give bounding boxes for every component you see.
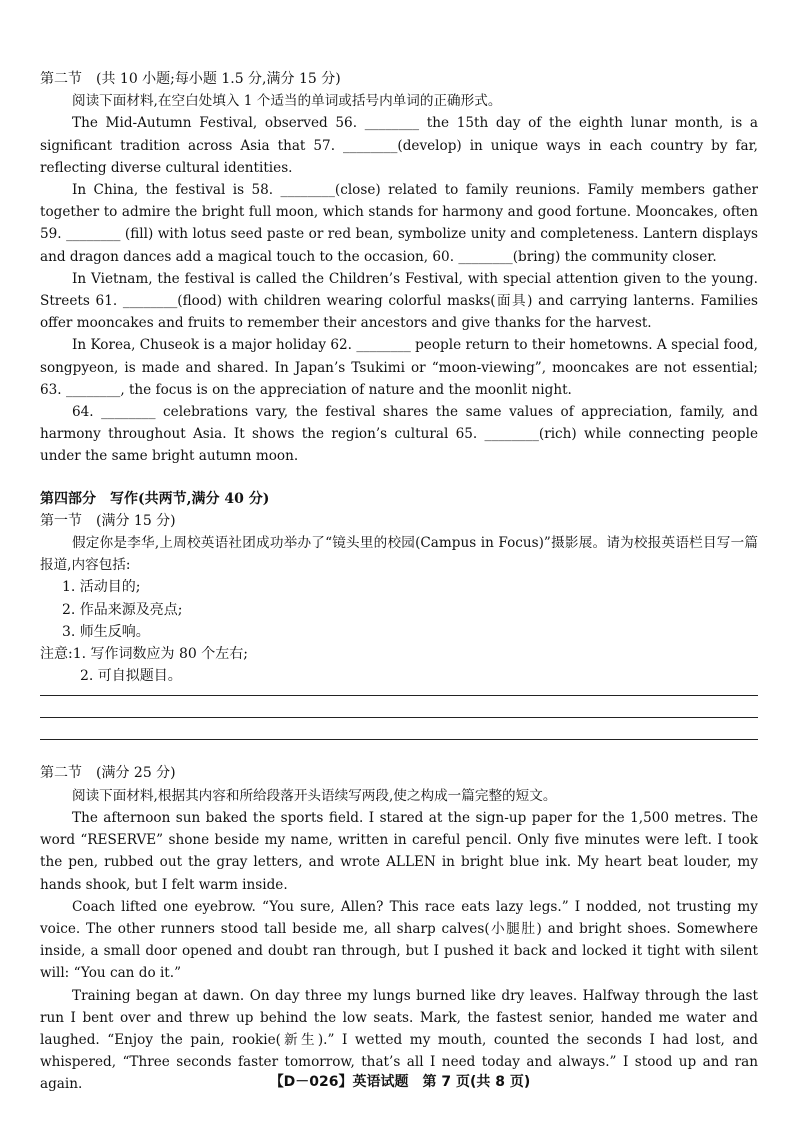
writing-section1-heading: 第一节 (满分 15 分) (40, 512, 176, 529)
cloze-paragraph: In Korea, Chuseok is a major holiday 62. ________ people return to their hometowns. A special food, songpyeon, is made and shared. In Japan’s Tsukimi or “moon-viewing”, mooncakes are not essential; 63. ________, the focus is on the appreciation of nature and the moonlit night. (40, 337, 758, 398)
cloze-paragraph: The Mid-Autumn Festival, observed 56. ________ the 15th day of the eighth lunar month, is a significant tradition across Asia that 57. ________(develop) in unique ways in each country by far, reflecting diverse cultural identities. (40, 115, 758, 176)
prompt-item: 3. 师生反响。 (62, 623, 150, 640)
writing-note: 注意:1. 写作词数应为 80 个左右; (40, 646, 248, 663)
answer-lines (40, 695, 758, 740)
cloze-paragraph: 64. ________ celebrations vary, the festival shares the same values of appreciation, family, and harmony throughout Asia. It shows the region’s cultural 65. ________(rich) while connecting people under the same bright autumn moon. (40, 404, 758, 465)
writing-section2-instruction: 阅读下面材料,根据其内容和所给段落开头语续写两段,使之构成一篇完整的短文。 (72, 787, 557, 804)
writing-section2-heading: 第二节 (满分 25 分) (40, 765, 176, 782)
story-paragraph: Coach lifted one eyebrow. “You sure, Allen? This race eats lazy legs.” I nodded, not trusting my voice. The other runners stood tall beside me, all sharp calves(小腿肚) and bright shoes. Somewhere inside, a small door opened and doubt ran through, but I pushed it back and locked it tight with silent will: “You can do it.” (40, 898, 758, 982)
cloze-section-heading: 第二节 (共 10 小题;每小题 1.5 分,满分 15 分) (40, 71, 341, 87)
cloze-paragraph: In Vietnam, the festival is called the Children’s Festival, with special attention given to the young. Streets 61. ________(flood) with children wearing colorful masks(面具) and carrying lanterns. Families offer mooncakes and fruits to remember their ancestors and give thanks for the harvest. (40, 270, 758, 332)
story-paragraph: The afternoon sun baked the sports field. I stared at the sign-up paper for the 1,500 metres. The word “RESERVE” shone beside my name, written in careful pencil. Only five minutes were left. I took the pen, rubbed out the gray letters, and wrote ALLEN in bright blue ink. My heart beat louder, my hands shook, but I felt warm inside. (40, 809, 758, 893)
cloze-paragraph: In China, the festival is 58. ________(close) related to family reunions. Family members gather together to admire the bright full moon, which stands for harmony and good fortune. Mooncakes, often 59. ________ (fill) with lotus seed paste or red bean, symbolize unity and completeness. Lantern displays and dragon dances add a magical touch to the occasion, 60. ________(bring) the community closer. (40, 182, 758, 265)
prompt-item: 1. 活动目的; (62, 579, 141, 596)
exam-page (40, 68, 758, 1096)
writing-part-heading: 第四部分 写作(共两节,满分 40 分) (40, 490, 270, 507)
writing-note: 2. 可自拟题目。 (80, 668, 182, 685)
story-paragraph: Training began at dawn. On day three my lungs burned like dry leaves. Halfway through the last run I bent over and threw up behind the low seats. Mark, the fastest senior, handed me water and laughed. “Enjoy the pain, rookie(新生).” I wetted my mouth, counted the seconds I had lost, and whispered, “Three seconds faster tomorrow, that’s all I need today and always.” I stood up and ran again. (40, 987, 758, 1093)
writing-section1-prompt: 假定你是李华,上周校英语社团成功举办了“镜头里的校园(Campus in Focus)”摄影展。请为校报英语栏目写一篇报道,内容包括: (40, 535, 758, 574)
prompt-item: 2. 作品来源及亮点; (62, 601, 183, 618)
answer-line[interactable] (40, 695, 758, 696)
answer-line[interactable] (40, 717, 758, 718)
page-footer: 【D－026】英语试题 第 7 页(共 8 页) (269, 1074, 531, 1090)
cloze-instruction: 阅读下面材料,在空白处填入 1 个适当的单词或括号内单词的正确形式。 (72, 93, 502, 110)
